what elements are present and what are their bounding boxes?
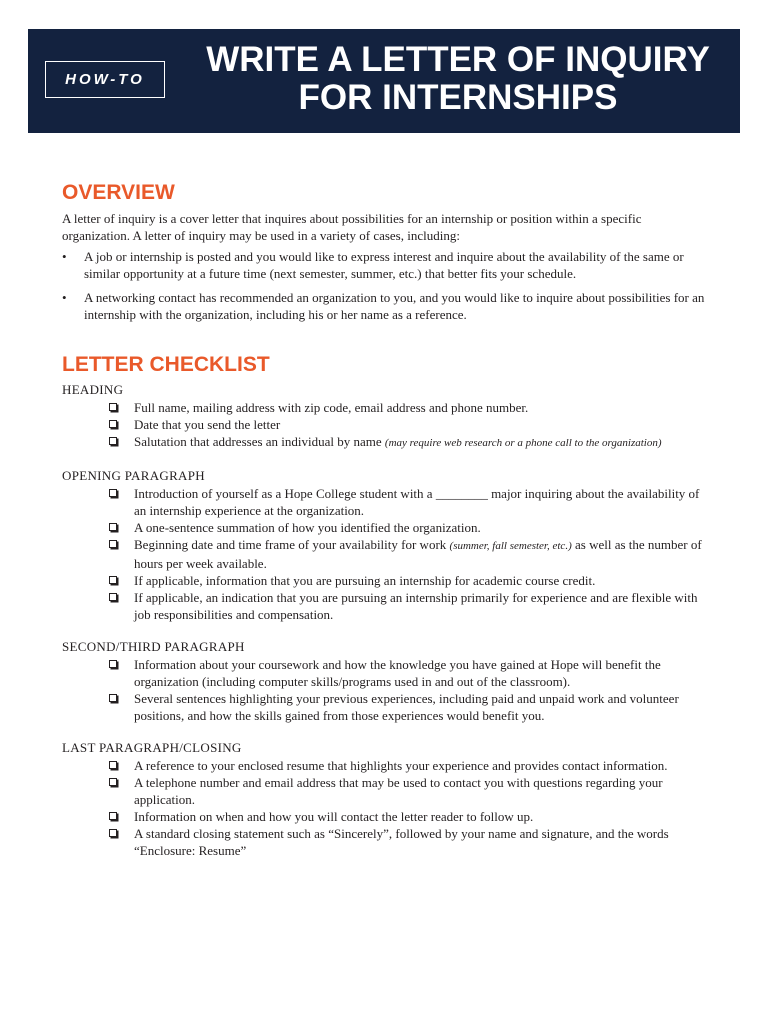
checklist-item [106,416,712,433]
checklist-item-text: Information about your coursework and how the knowledge you have gained at Hope will benefit the organization (including computer skills/programs used in and out of the classroom). [134,657,661,689]
checklist-item [106,808,712,825]
checklist-item-text: A standard closing statement such as “Sincerely”, followed by your name and signature, and the words “Enclosure: Resume” [134,826,669,858]
overview-intro: A letter of inquiry is a cover letter that inquires about possibilities for an internship or position within a specific organization. A letter of inquiry may be used in a variety of cases, including: [62,211,642,243]
checklist-section [62,381,712,452]
checkbox-icon [109,420,117,428]
checklist-item [106,572,712,589]
checkbox-icon [109,761,117,769]
checklist-section-title: HEADING [62,382,124,397]
overview-bullet-text: A networking contact has recommended an organization to you, and you would like to inquire about possibilities for an internship with the organization, including his or her name as a reference. [84,290,705,322]
how-to-badge [45,61,165,98]
checklist-item [106,825,712,859]
checklist-item-text: If applicable, an indication that you are pursuing an internship primarily for experience and are flexible with job responsibilities and compensation. [134,590,698,622]
checkbox-icon [109,403,117,411]
checklist-item [106,656,712,690]
bullet-icon: • [62,249,67,264]
checklist-items [62,757,712,859]
page-title-line-2: FOR INTERNSHIPS [298,78,618,117]
checklist-item [106,690,712,724]
checklist-item [106,433,712,452]
checklist-item-text: If applicable, information that you are pursuing an internship for academic course credit. [134,573,596,588]
checklist-item-text: A one-sentence summation of how you identified the organization. [134,520,481,535]
overview-bullet-text: A job or internship is posted and you would like to express interest and inquire about the availability of the same or similar opportunity at a future time (next semester, summer, etc.) that better fits your schedule. [84,249,684,281]
checklist-section [62,638,712,724]
document-body [62,180,712,859]
checklist-item-note: (summer, fall semester, etc.) [449,540,572,552]
overview-bullet [62,289,712,323]
checklist-item [106,519,712,536]
checkbox-icon [109,660,117,668]
checklist-items [62,485,712,623]
checklist-item-text: Date that you send the letter [134,417,281,432]
checklist-item [106,536,712,572]
bullet-icon: • [62,290,67,305]
checklist-item [106,485,712,519]
title-banner [28,29,740,133]
how-to-badge-label: HOW-TO [65,71,145,88]
checklist-section-title: OPENING PARAGRAPH [62,468,205,483]
checkbox-icon [109,694,117,702]
checklist-items [62,656,712,724]
checklist-section-title: SECOND/THIRD PARAGRAPH [62,639,245,654]
checkbox-icon [109,540,117,548]
page-title-line-1: WRITE A LETTER OF INQUIRY [206,40,710,79]
checkbox-icon [109,437,117,445]
checklist-item-note: (may require web research or a phone call to the organization) [384,437,662,449]
checklist-items [62,399,712,452]
checklist-section [62,739,712,859]
checklist-item-text: Beginning date and time frame of your availability for work [134,537,450,552]
overview-bullet-list [62,248,712,323]
checklist-item-text: Salutation that addresses an individual by name [134,434,385,449]
checklist-item-text: A reference to your enclosed resume that highlights your experience and provides contact information. [134,758,668,773]
checkbox-icon [109,778,117,786]
checklist-section-title: LAST PARAGRAPH/CLOSING [62,740,242,755]
checkbox-icon [109,812,117,820]
checklist-section [62,467,712,623]
checkbox-icon [109,593,117,601]
checklist-item [106,399,712,416]
page-title [188,41,728,117]
checklist-item [106,589,712,623]
checklist-item-text: Introduction of yourself as a Hope College student with a ________ major inquiring about the availability of an internship experience at the organization. [134,486,700,518]
checklist-item-text: Several sentences highlighting your previous experiences, including paid and unpaid work and volunteer positions, and how the skills gained from those experiences would benefit you. [134,691,679,723]
checklist-item-text: Information on when and how you will contact the letter reader to follow up. [134,809,534,824]
checkbox-icon [109,523,117,531]
overview-bullet [62,248,712,282]
checkbox-icon [109,489,117,497]
checklist-item-text: A telephone number and email address that may be used to contact you with questions regarding your application. [134,775,663,807]
checkbox-icon [109,576,117,584]
checklist-item-text-continued: as well as the number of hours per week available. [134,537,702,571]
checkbox-icon [109,829,117,837]
checklist-item [106,774,712,808]
checklist-item [106,757,712,774]
checklist-sections [62,381,712,859]
checklist-heading: LETTER CHECKLIST [62,353,270,376]
overview-heading: OVERVIEW [62,181,175,204]
checklist-item-text: Full name, mailing address with zip code, email address and phone number. [134,400,529,415]
